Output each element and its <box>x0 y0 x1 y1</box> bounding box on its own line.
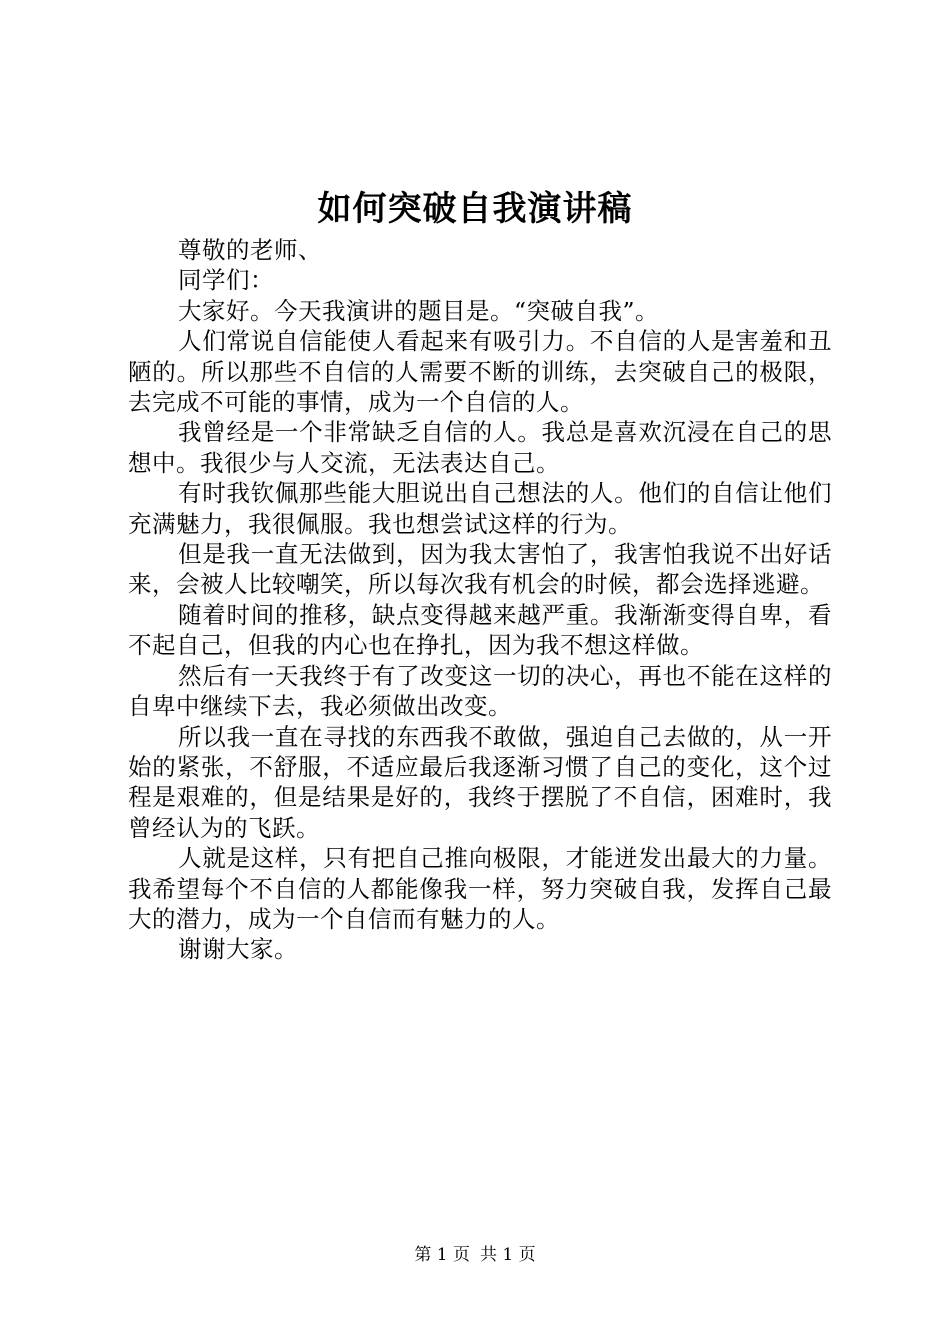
paragraph: 人就是这样，只有把自己推向极限，才能迸发出最大的力量。我希望每个不自信的人都能像我一样，努力突破自我，发挥自己最大的潜力，成为一个自信而有魅力的人。 <box>128 844 832 933</box>
page-footer <box>0 1243 950 1267</box>
paragraph: 然后有一天我终于有了改变这一切的决心，再也不能在这样的自卑中继续下去，我必须做出改变。 <box>128 661 832 721</box>
paragraph: 人们常说自信能使人看起来有吸引力。不自信的人是害羞和丑陋的。所以那些不自信的人需要不断的训练，去突破自己的极限，去完成不可能的事情，成为一个自信的人。 <box>128 327 832 417</box>
salutation-line-1: 尊敬的老师、 <box>178 236 322 264</box>
document-body <box>128 235 832 965</box>
paragraph: 但是我一直无法做到，因为我太害怕了，我害怕我说不出好话来，会被人比较嘲笑，所以每次我有机会的时候，都会选择逃避。 <box>128 540 832 599</box>
page-total: 共 1 页 <box>480 1245 536 1265</box>
closing-line: 谢谢大家。 <box>178 935 298 964</box>
paragraph: 我曾经是一个非常缺乏自信的人。我总是喜欢沉浸在自己的思想中。我很少与人交流，无法表达自己。 <box>128 418 832 477</box>
paragraph: 有时我钦佩那些能大胆说出自己想法的人。他们的自信让他们充满魅力，我很佩服。我也想尝试这样的行为。 <box>128 479 832 538</box>
paragraph: 所以我一直在寻找的东西我不敢做，强迫自己去做的，从一开始的紧张，不舒服，不适应最后我逐渐习惯了自己的变化，这个过程是艰难的，但是结果是好的，我终于摆脱了不自信，困难时，我曾经认为的飞跃。 <box>128 722 832 842</box>
paragraph: 随着时间的推移，缺点变得越来越严重。我渐渐变得自卑，看不起自己，但我的内心也在挣扎，因为我不想这样做。 <box>128 600 832 660</box>
paragraph: 大家好。今天我演讲的题目是。“突破自我”。 <box>178 296 660 325</box>
page-number: 第 1 页 <box>414 1245 470 1265</box>
document-title: 如何突破自我演讲稿 <box>317 189 633 229</box>
salutation-line-2: 同学们： <box>178 266 274 295</box>
